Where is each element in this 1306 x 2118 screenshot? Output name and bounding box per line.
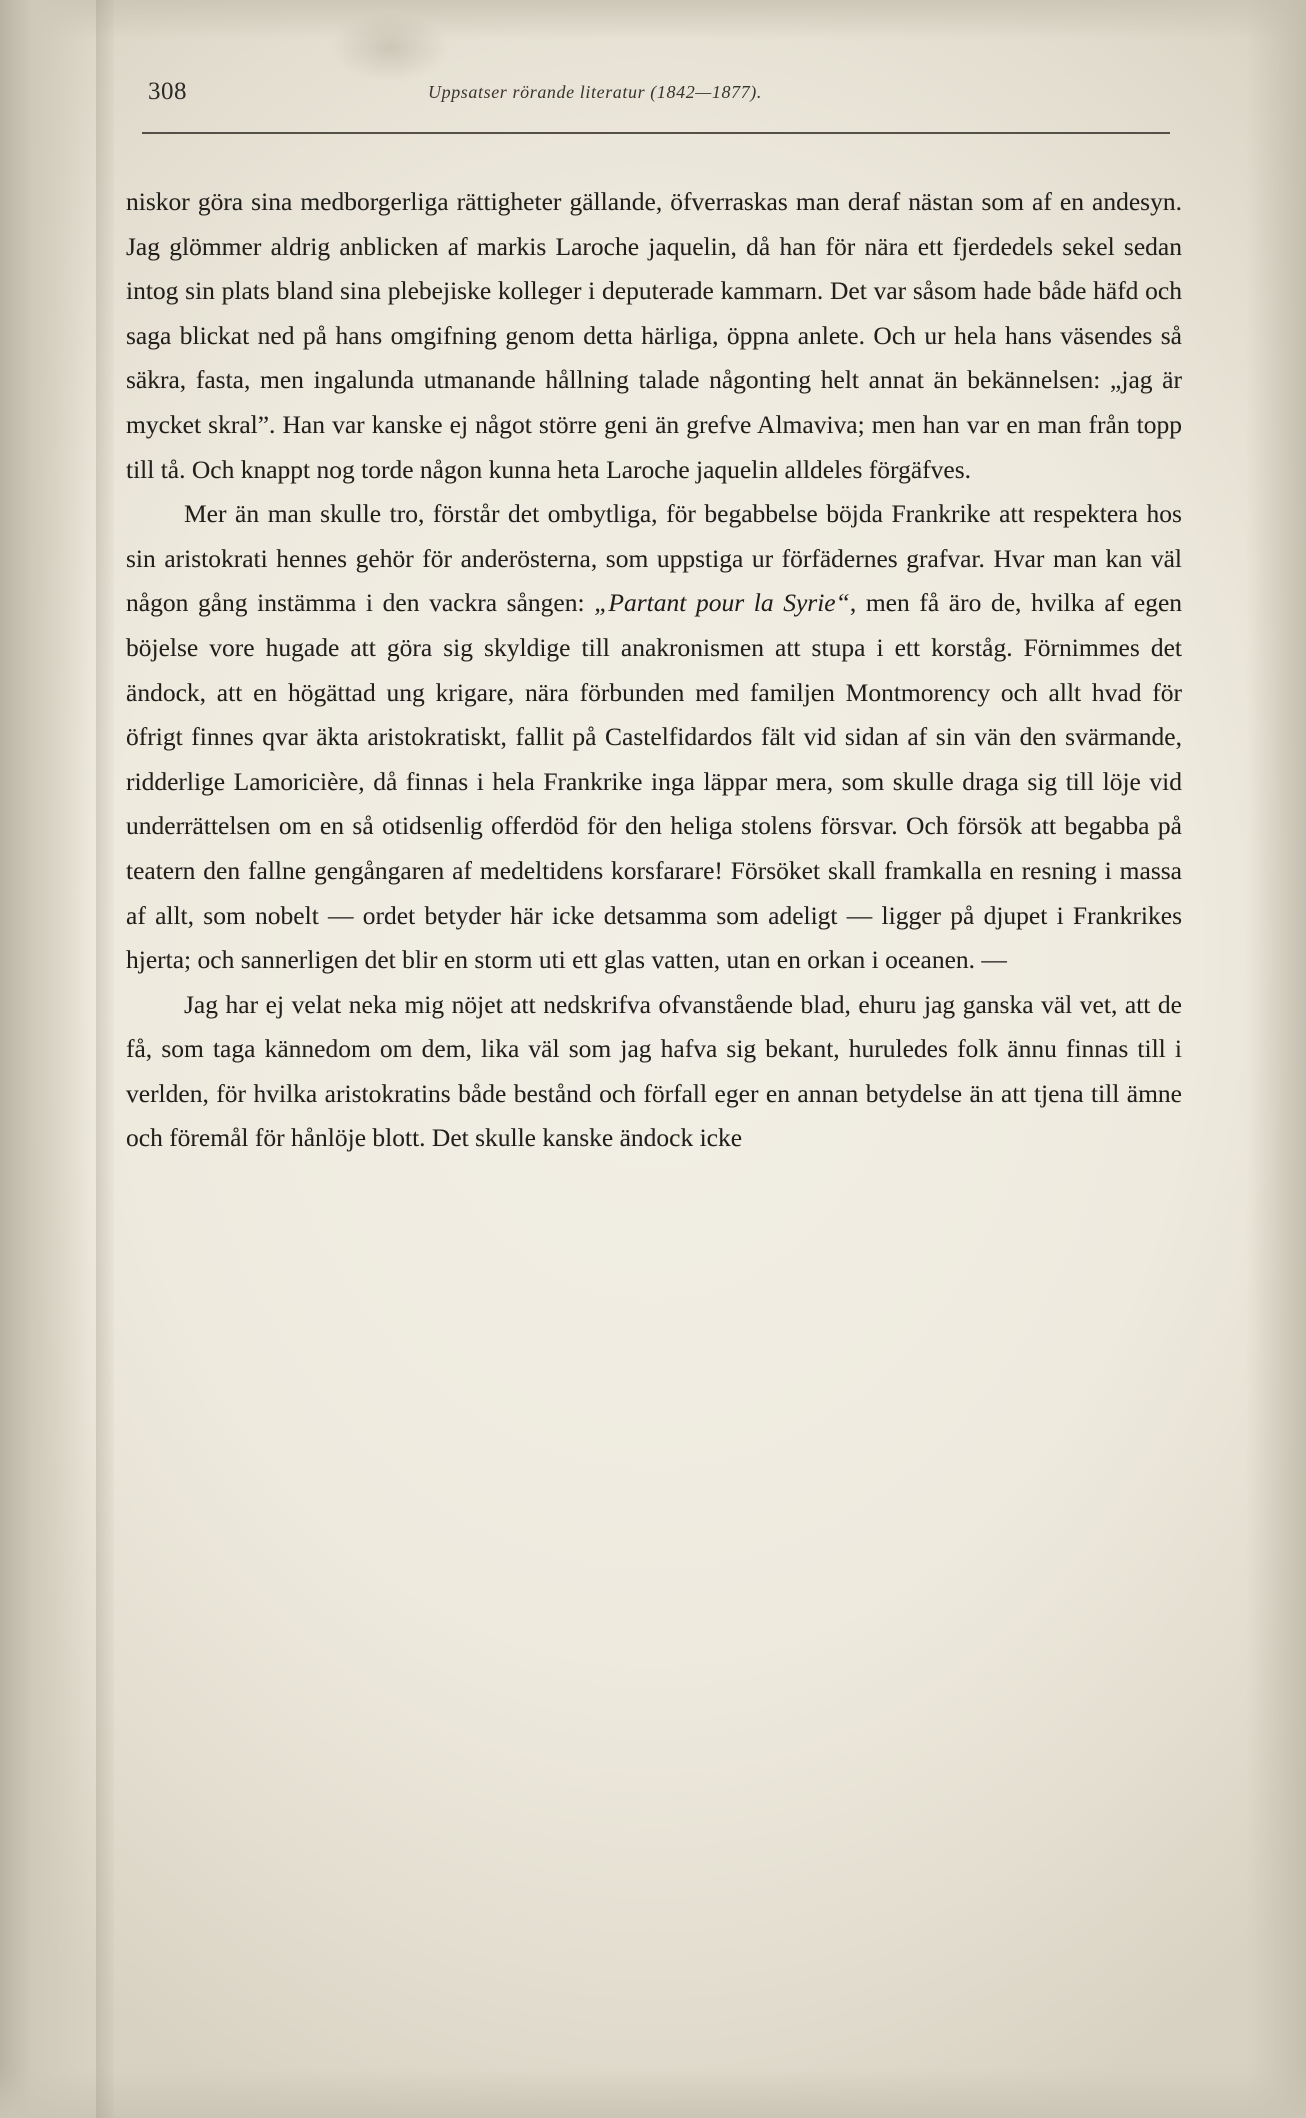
- running-head: [148, 78, 1158, 112]
- header-rule: [142, 132, 1170, 134]
- body-text: [126, 180, 1182, 1161]
- paragraph-2-part-1: Mer än man skulle tro, förstår det ombytliga, för begabbelse böjda Frankrike att respektera hos sin aristokrati hennes gehör för anderösterna, som uppstiga ur förfädernes grafvar. Hvar man kan väl någon gång instämma i den vackra sången:: [126, 499, 1182, 618]
- paragraph-2-part-2: , men få äro de, hvilka af egen böjelse vore hugade att göra sig skyldige till anakronismen att stupa i ett korståg. Förnimmes det ändock, att en högättad ung krigare, nära förbunden med familjen Montmorency och allt hvad för öfrigt finnes qvar äkta aristokratiskt, fallit på Castelfidardos fält vid sidan af sin vän den svärmande, ridderlige Lamoricière, då finnas i hela Frankrike inga läppar mera, som skulle draga sig till löje vid underrättelsen om en så otidsenlig offerdöd för den heliga stolens försvar. Och försök att begabba på teatern den fallne gengångaren af medeltidens korsfarare! Försöket skall framkalla en resning i massa af allt, som nobelt — ordet betyder här icke detsamma som adeligt — ligger på djupet i Frankrikes hjerta; och sannerligen det blir en storm uti ett glas vatten, utan en orkan i oceanen. —: [126, 588, 1183, 975]
- paragraph-2: [126, 492, 1182, 983]
- paragraph-1: niskor göra sina medborgerliga rättigheter gällande, öfverraskas man deraf nästan som af en andesyn. Jag glömmer aldrig anblicken af markis Laroche jaquelin, då han för nära ett fjerdedels sekel sedan intog sin plats bland sina plebejiske kolleger i deputerade kammarn. Det var såsom hade både häfd och saga blickat ned på hans omgifning genom detta härliga, öppna anlete. Och ur hela hans väsendes så säkra, fasta, men ingalunda utmanande hållning talade någonting helt annat än bekännelsen: „jag är mycket skral”. Han var kanske ej något större geni än grefve Almaviva; men han var en man från topp till tå. Och knappt nog torde någon kunna heta Laroche jaquelin alldeles förgäfves.: [126, 187, 1182, 484]
- page-number: 308: [148, 78, 187, 105]
- paragraph-2-italic-title: „Partant pour la Syrie“: [594, 588, 850, 618]
- paragraph-3: Jag har ej velat neka mig nöjet att nedskrifva ofvanstående blad, ehuru jag ganska väl vet, att de få, som taga kännedom om dem, lika väl som jag hafva sig bekant, huruledes folk ännu finnas till i verlden, för hvilka aristokratins både bestånd och förfall eger en annan betydelse än att tjena till ämne och föremål för hånlöje blott. Det skulle kanske ändock icke: [126, 989, 1182, 1153]
- running-title: Uppsatser rörande literatur (1842—1877).: [428, 82, 762, 102]
